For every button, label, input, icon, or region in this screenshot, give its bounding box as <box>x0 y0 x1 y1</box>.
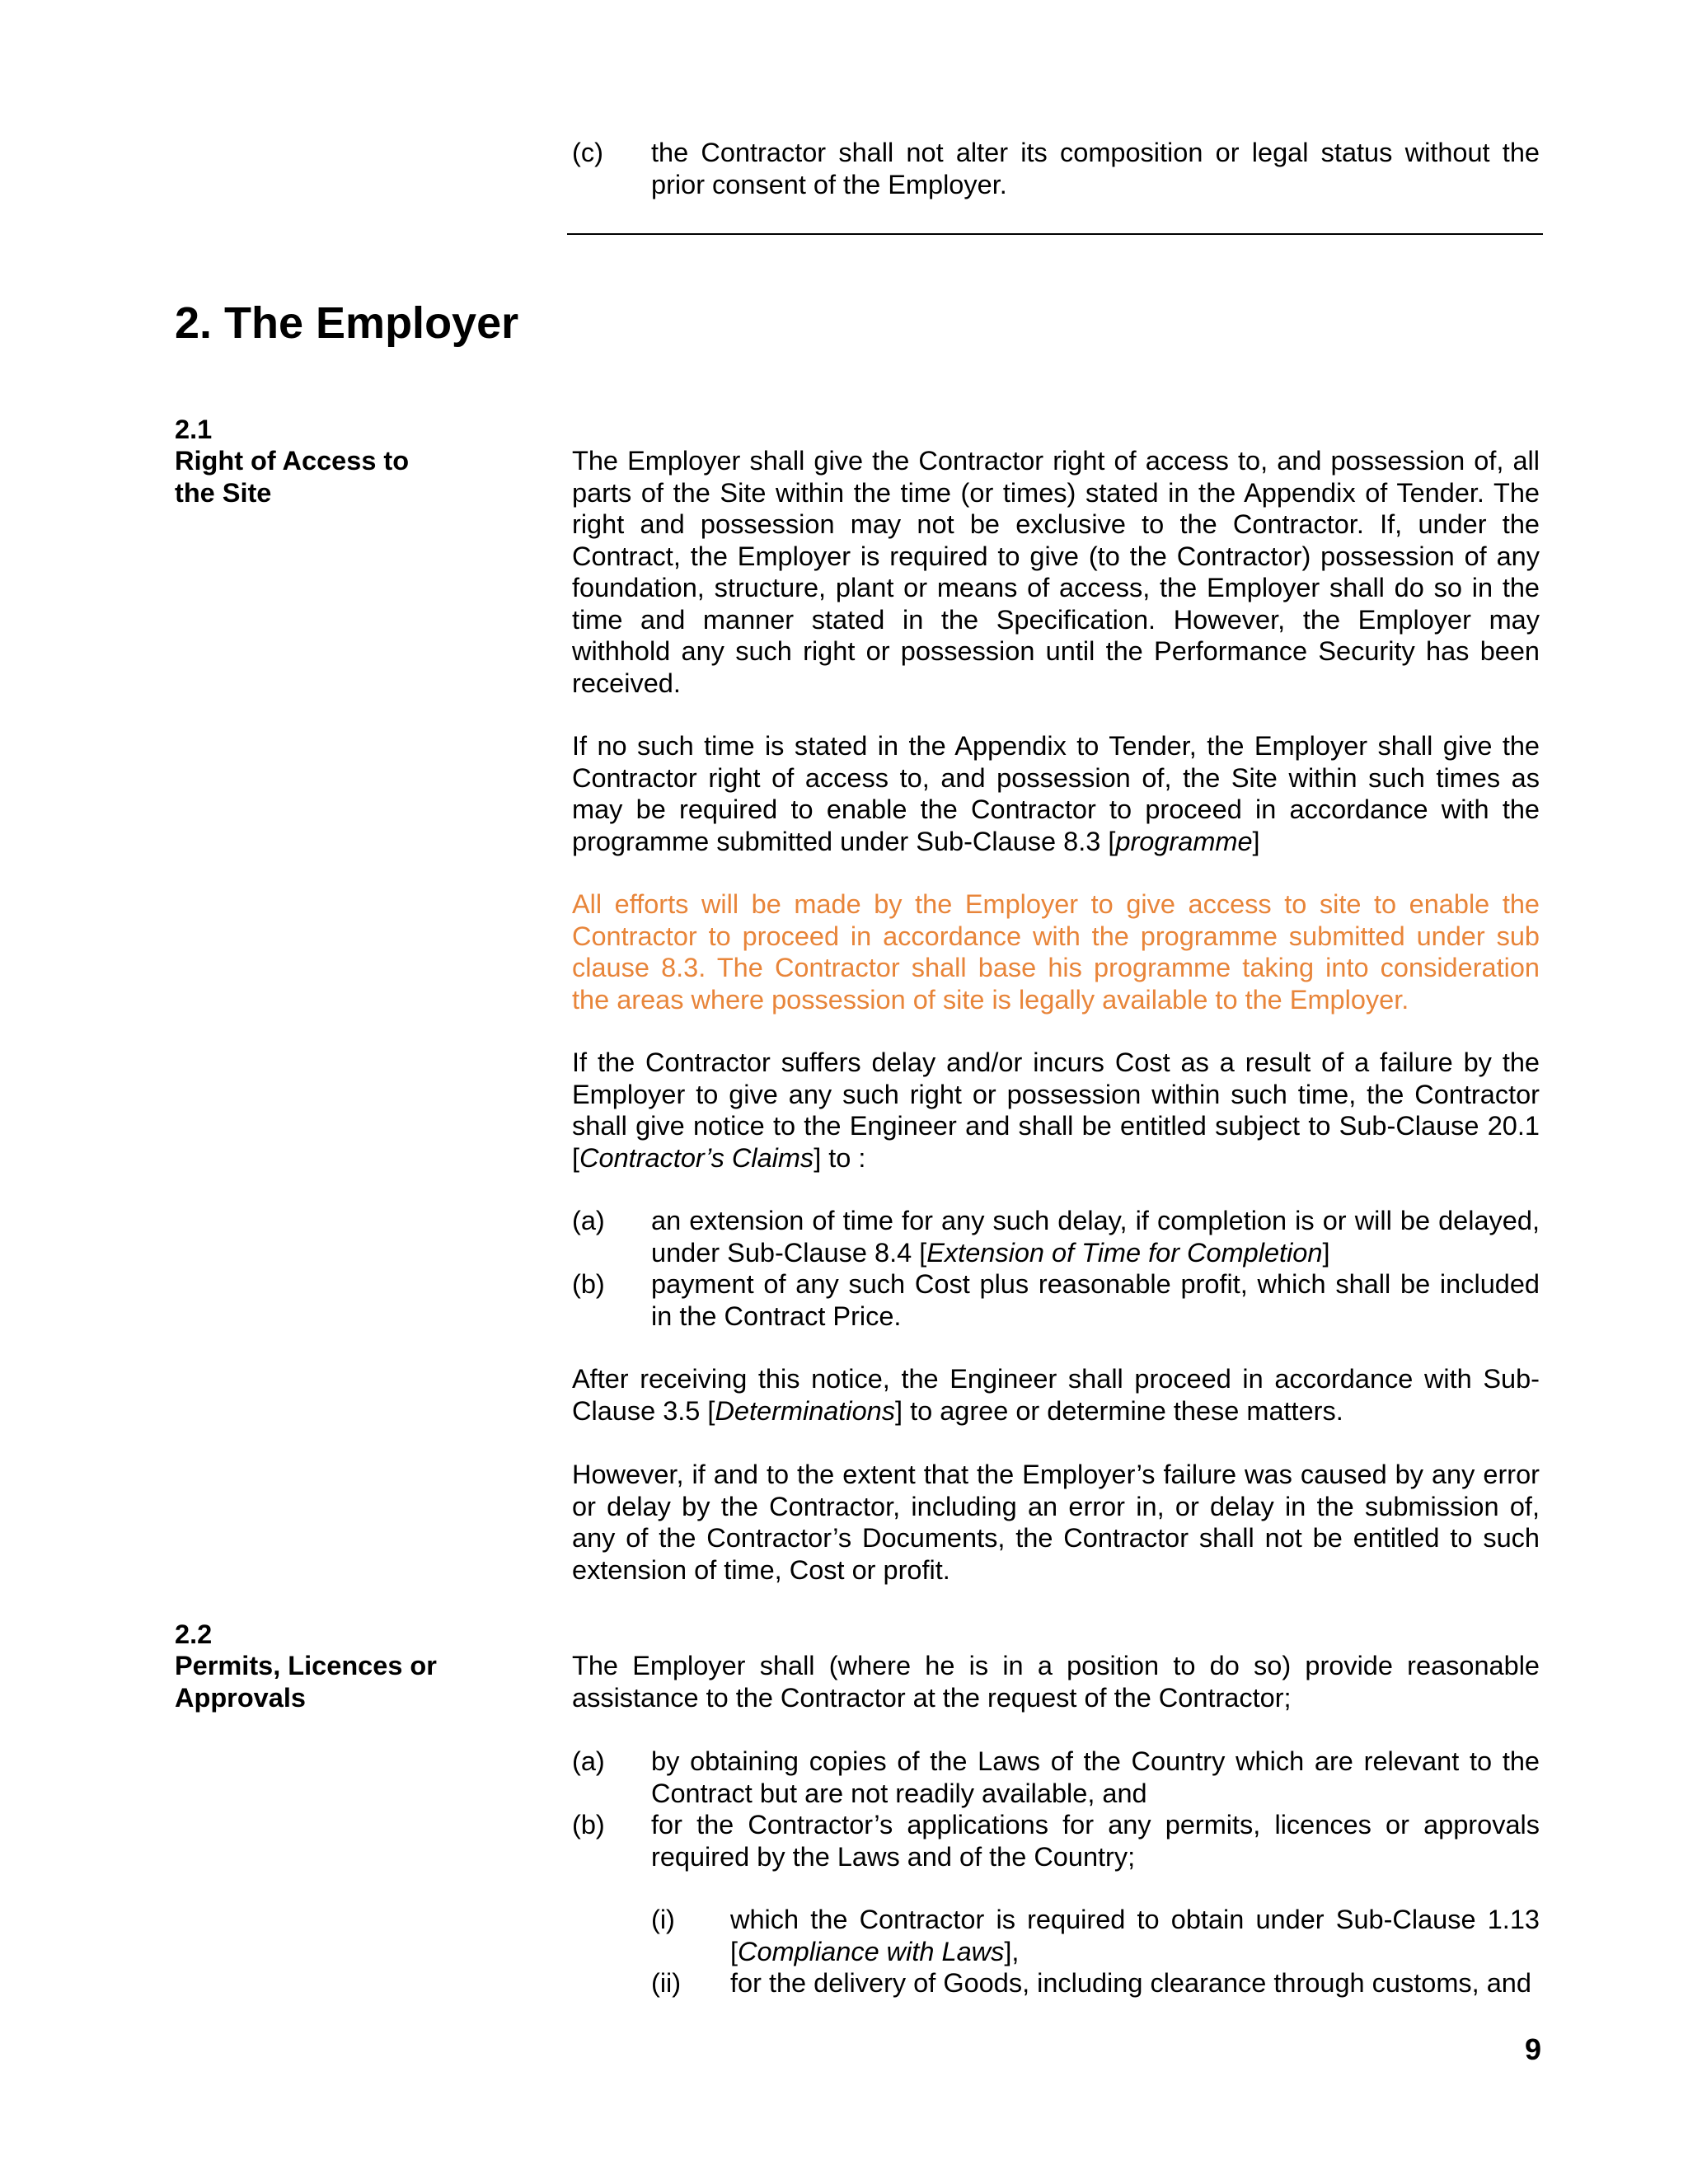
list-item-label: (a) <box>572 1746 605 1776</box>
sub-item-label: (ii) <box>651 1968 682 1998</box>
clause-2-2-paragraph-1: The Employer shall (where he is in a position to do so) provide reasonable assistance to the Contractor at the request of the Contractor; <box>572 1651 1540 1713</box>
sub-item-text: for the delivery of Goods, including clearance through customs, and <box>730 1968 1531 1998</box>
clause-number-2-2: 2.2 <box>175 1619 213 1649</box>
clause-2-1-paragraph-5: After receiving this notice, the Engineer shall proceed in accordance with Sub-Clause 3.5 [Determinations] to agree or determine these matters. <box>572 1364 1540 1426</box>
list-item-text: the Contractor shall not alter its composition or legal status without the prior consent of the Employer. <box>651 138 1540 199</box>
clause-2-1-paragraph-2: If no such time is stated in the Appendix to Tender, the Employer shall give the Contractor right of access to, and possession of, the Site within such times as may be required to enable the Contractor to proceed in accordance with the programme submitted under Sub-Clause 8.3 [programme] <box>572 731 1540 856</box>
list-item-label: (b) <box>572 1269 605 1299</box>
list-item-label: (a) <box>572 1206 605 1235</box>
list-item-text: for the Contractor’s applications for any permits, licences or approvals required by the Laws and of the Country; <box>651 1810 1540 1872</box>
list-item-label: (c) <box>572 138 603 167</box>
section-divider <box>567 233 1543 235</box>
list-item-text: by obtaining copies of the Laws of the Country which are relevant to the Contract but are not readily available, and <box>651 1746 1540 1808</box>
sub-item-label: (i) <box>651 1905 675 1934</box>
list-item-text: payment of any such Cost plus reasonable profit, which shall be included in the Contract Price. <box>651 1269 1540 1331</box>
section-title: 2. The Employer <box>175 298 519 348</box>
clause-2-1-paragraph-4: If the Contractor suffers delay and/or incurs Cost as a result of a failure by the Employer to give any such right or possession within such time, the Contractor shall give notice to the Engineer and shall be entitled subject to Sub-Clause 20.1 [Contractor’s Claims] to : <box>572 1047 1540 1173</box>
clause-2-1-paragraph-3-highlighted: All efforts will be made by the Employer to give access to site to enable the Contractor to proceed in accordance with the programme submitted under sub clause 8.3. The Contractor shall base his programme taking into consideration the areas where possession of site is legally available to the Employer. <box>572 889 1540 1015</box>
list-item-label: (b) <box>572 1810 605 1840</box>
clause-2-1-paragraph-1: The Employer shall give the Contractor right of access to, and possession of, all parts of the Site within the time (or times) stated in the Appendix of Tender. The right and possession may not be exclusive to the Contractor. If, under the Contract, the Employer is required to give (to the Contractor) possession of any foundation, structure, plant or means of access, the Employer shall do so in the time and manner stated in the Specification. However, the Employer may withhold any such right or possession until the Performance Security has been received. <box>572 446 1540 698</box>
page-number: 9 <box>1524 2032 1541 2066</box>
clause-number-2-1: 2.1 <box>175 415 213 444</box>
list-item-text: an extension of time for any such delay, if completion is or will be delayed, under Sub-Clause 8.4 [Extension of Time for Completion] <box>651 1206 1540 1268</box>
sub-item-text: which the Contractor is required to obtain under Sub-Clause 1.13 [Compliance with Laws], <box>730 1905 1540 1966</box>
clause-2-1-paragraph-6: However, if and to the extent that the Employer’s failure was caused by any error or delay by the Contractor, including an error in, or delay in the submission of, any of the Contractor’s Documents, the Contractor shall not be entitled to such extension of time, Cost or profit. <box>572 1460 1540 1585</box>
clause-title-2-2: Permits, Licences or Approvals <box>175 1651 437 1713</box>
clause-title-2-1: Right of Access to the Site <box>175 446 410 508</box>
